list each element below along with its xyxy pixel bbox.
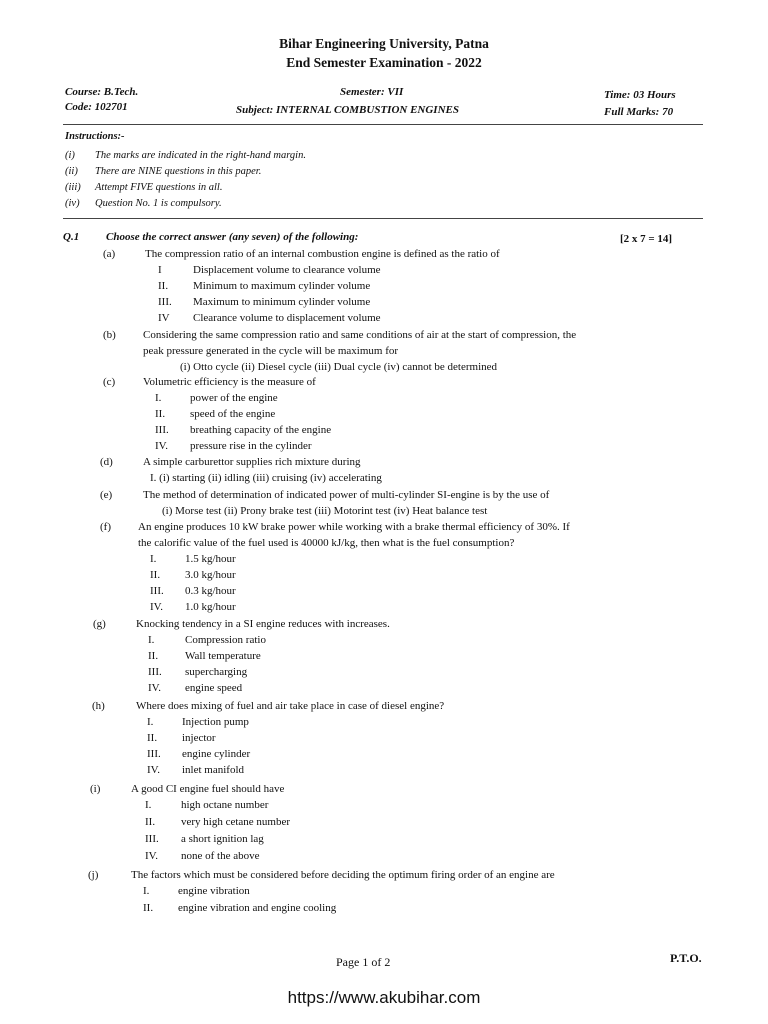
part-label: (e) <box>100 489 113 501</box>
part-d-options: I. (i) starting (ii) idling (iii) cruising (iv) accelerating <box>150 472 382 484</box>
exam-time: Time: 03 Hours <box>604 89 676 101</box>
instruction-num: (iv) <box>65 198 80 209</box>
option-num: II. <box>155 408 166 420</box>
semester: Semester: VII <box>340 86 404 98</box>
question-number: Q.1 <box>63 231 80 243</box>
option-text: 1.0 kg/hour <box>185 601 236 613</box>
option-num: III. <box>148 666 162 678</box>
part-b-question: Considering the same compression ratio and same conditions of air at the start of compression, the <box>143 329 577 341</box>
instruction-text: The marks are indicated in the right-hand margin. <box>95 150 306 161</box>
page-number: Page 1 of 2 <box>336 955 391 969</box>
option-num: III. <box>145 833 159 845</box>
university-name: Bihar Engineering University, Patna <box>279 36 489 51</box>
part-label: (j) <box>88 869 99 881</box>
option-text: Maximum to minimum cylinder volume <box>193 296 371 308</box>
option-text: pressure rise in the cylinder <box>190 440 312 452</box>
option-num: III. <box>150 585 164 597</box>
part-g-question: Knocking tendency in a SI engine reduces with increases. <box>136 618 390 630</box>
option-num: I. <box>155 392 162 404</box>
part-i-question: A good CI engine fuel should have <box>131 783 285 795</box>
part-label: (d) <box>100 456 113 468</box>
option-num: II. <box>150 569 161 581</box>
part-label: (b) <box>103 329 116 341</box>
option-num: II. <box>143 902 154 914</box>
part-a-question: The compression ratio of an internal combustion engine is defined as the ratio of <box>145 248 500 260</box>
instruction-text: Attempt FIVE questions in all. <box>95 182 223 193</box>
question-marks: [2 x 7 = 14] <box>620 233 673 245</box>
option-text: Clearance volume to displacement volume <box>193 312 381 324</box>
subject: Subject: INTERNAL COMBUSTION ENGINES <box>236 104 459 116</box>
option-text: high octane number <box>181 799 269 811</box>
part-e-options: (i) Morse test (ii) Prony brake test (iii) Motorint test (iv) Heat balance test <box>162 505 488 517</box>
option-text: injector <box>182 732 216 744</box>
instruction-text: There are NINE questions in this paper. <box>95 166 262 177</box>
option-num: II. <box>158 280 169 292</box>
option-num: II. <box>147 732 158 744</box>
course-code: Code: 102701 <box>65 101 128 113</box>
option-text: supercharging <box>185 666 248 678</box>
option-num: IV. <box>147 764 160 776</box>
part-e-question: The method of determination of indicated power of multi-cylinder SI-engine is by the use of <box>143 489 550 501</box>
part-label: (h) <box>92 700 105 712</box>
instructions-heading: Instructions:- <box>65 131 125 142</box>
instruction-text: Question No. 1 is compulsory. <box>95 198 222 209</box>
option-num: IV. <box>145 850 158 862</box>
part-label: (g) <box>93 618 106 630</box>
option-text: Compression ratio <box>185 634 266 646</box>
part-c-question: Volumetric efficiency is the measure of <box>143 376 316 388</box>
option-num: IV. <box>148 682 161 694</box>
part-b-question-cont: peak pressure generated in the cycle will be maximum for <box>143 345 399 357</box>
part-h-question: Where does mixing of fuel and air take place in case of diesel engine? <box>136 700 445 712</box>
exam-title: End Semester Examination - 2022 <box>286 55 482 70</box>
option-num: I. <box>145 799 152 811</box>
part-label: (c) <box>103 376 116 388</box>
option-text: engine vibration and engine cooling <box>178 902 337 914</box>
part-d-question: A simple carburettor supplies rich mixture during <box>143 456 361 468</box>
option-text: Wall temperature <box>185 650 261 662</box>
option-num: III. <box>147 748 161 760</box>
option-text: breathing capacity of the engine <box>190 424 332 436</box>
option-text: speed of the engine <box>190 408 276 420</box>
option-num: I <box>158 264 162 276</box>
option-text: inlet manifold <box>182 764 245 776</box>
option-text: 3.0 kg/hour <box>185 569 236 581</box>
question-heading: Choose the correct answer (any seven) of the following: <box>106 231 359 243</box>
full-marks: Full Marks: 70 <box>604 106 674 118</box>
option-text: 1.5 kg/hour <box>185 553 236 565</box>
pto-note: P.T.O. <box>670 951 702 965</box>
part-f-question: An engine produces 10 kW brake power while working with a brake thermal efficiency of 30%. If <box>138 521 570 533</box>
instruction-num: (i) <box>65 150 75 161</box>
option-num: I. <box>147 716 154 728</box>
option-num: II. <box>145 816 156 828</box>
option-num: III. <box>158 296 172 308</box>
option-text: none of the above <box>181 850 260 862</box>
option-text: engine cylinder <box>182 748 251 760</box>
part-f-question-cont: the calorific value of the fuel used is 40000 kJ/kg, then what is the fuel consumption? <box>138 537 515 549</box>
part-label: (f) <box>100 521 111 533</box>
part-b-options: (i) Otto cycle (ii) Diesel cycle (iii) Dual cycle (iv) cannot be determined <box>180 361 498 373</box>
option-num: III. <box>155 424 169 436</box>
option-text: power of the engine <box>190 392 278 404</box>
option-text: engine vibration <box>178 885 250 897</box>
part-label: (i) <box>90 783 101 795</box>
part-label: (a) <box>103 248 116 260</box>
option-num: IV. <box>155 440 168 452</box>
option-text: Injection pump <box>182 716 249 728</box>
instruction-num: (iii) <box>65 182 81 193</box>
option-text: a short ignition lag <box>181 833 264 845</box>
option-text: Displacement volume to clearance volume <box>193 264 381 276</box>
option-num: IV <box>158 312 170 324</box>
course: Course: B.Tech. <box>65 86 139 98</box>
option-text: very high cetane number <box>181 816 291 828</box>
option-text: 0.3 kg/hour <box>185 585 236 597</box>
instructions-divider <box>63 218 703 219</box>
option-num: I. <box>148 634 155 646</box>
option-num: II. <box>148 650 159 662</box>
option-text: Minimum to maximum cylinder volume <box>193 280 371 292</box>
option-text: engine speed <box>185 682 243 694</box>
source-url[interactable]: https://www.akubihar.com <box>287 988 481 1007</box>
header-divider <box>63 124 703 125</box>
option-num: I. <box>143 885 150 897</box>
instruction-num: (ii) <box>65 166 78 177</box>
option-num: I. <box>150 553 157 565</box>
option-num: IV. <box>150 601 163 613</box>
part-j-question: The factors which must be considered before deciding the optimum firing order of an engine are <box>131 869 555 881</box>
